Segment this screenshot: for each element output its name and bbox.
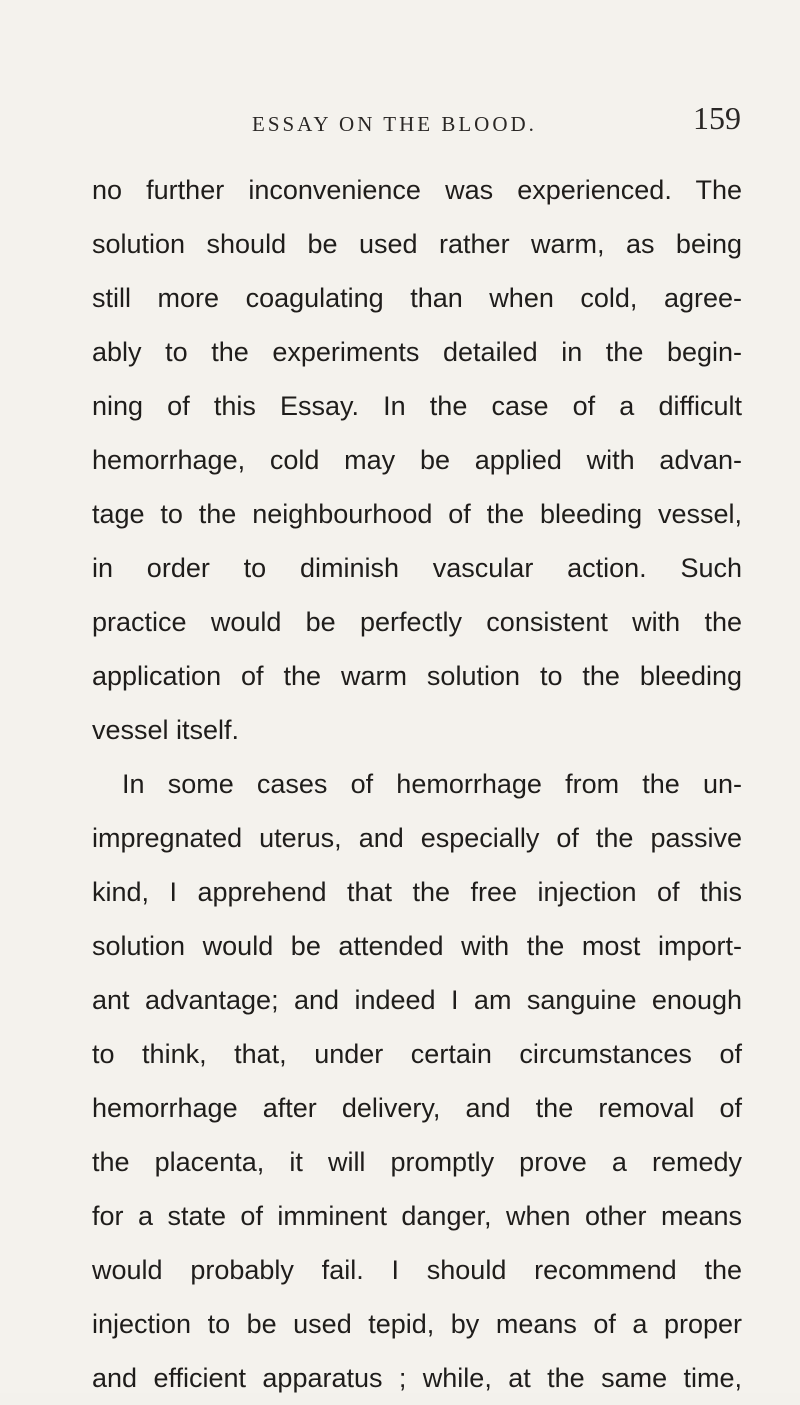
text-line: solution should be used rather warm, as being	[92, 229, 742, 259]
text-line: would probably fail. I should recommend the	[92, 1255, 742, 1285]
text-line: ably to the experiments detailed in the begin-	[92, 337, 742, 367]
text-line: no further inconvenience was experienced. The	[92, 175, 742, 205]
text-line: hemorrhage after delivery, and the removal of	[92, 1093, 742, 1123]
text-line: tage to the neighbourhood of the bleeding vessel,	[92, 499, 742, 529]
text-line: application of the warm solution to the bleeding	[92, 661, 742, 691]
text-line: injection to be used tepid, by means of a proper	[92, 1309, 742, 1339]
text-line: in order to diminish vascular action. Such	[92, 553, 742, 583]
text-line: vessel itself.	[92, 715, 240, 745]
text-line: for a state of imminent danger, when other means	[92, 1201, 742, 1231]
text-line: still more coagulating than when cold, agree-	[92, 283, 742, 313]
paragraph-start-line: In some cases of hemorrhage from the un-	[122, 769, 742, 799]
text-line: solution would be attended with the most import-	[92, 931, 742, 961]
running-title: ESSAY ON THE BLOOD.	[252, 112, 537, 136]
text-line: impregnated uterus, and especially of the passive	[92, 823, 742, 853]
body-text	[92, 163, 742, 1405]
text-line: ning of this Essay. In the case of a difficult	[92, 391, 742, 421]
text-line: ant advantage; and indeed I am sanguine enough	[92, 985, 742, 1015]
text-line: kind, I apprehend that the free injection of this	[92, 877, 742, 907]
text-line: hemorrhage, cold may be applied with advan-	[92, 445, 742, 475]
text-line: practice would be perfectly consistent with the	[92, 607, 742, 637]
text-line: the placenta, it will promptly prove a remedy	[92, 1147, 742, 1177]
page-number: 159	[693, 100, 741, 136]
text-line: to think, that, under certain circumstances of	[92, 1039, 742, 1069]
text-line: and efficient apparatus ; while, at the same time,	[92, 1363, 742, 1393]
